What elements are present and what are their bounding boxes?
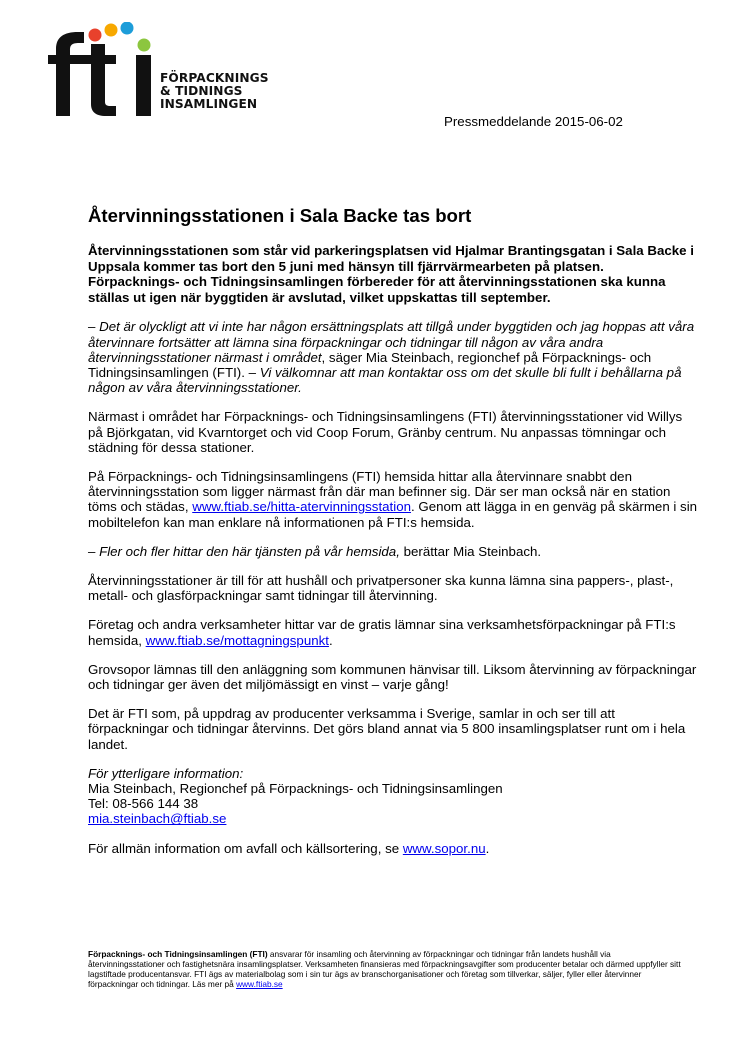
website-text-before: På Förpacknings- och Tidningsinsamlingens (FTI) hemsida hittar alla återvinnare snabbt den återvinningsstation som ligger närmast från där man befinner sig. Där ser man också när en station töms och städas, bbox=[88, 469, 671, 515]
website-text-after: . Genom att lägga in en genväg på skärmen i sin mobiltelefon kan man enklare nå informationen på FTI:s hemsida. bbox=[88, 499, 698, 530]
mottagningspunkt-link[interactable]: www.ftiab.se/mottagningspunkt bbox=[145, 632, 329, 648]
general-info-text: För allmän information om avfall och källsortering, se bbox=[88, 840, 403, 856]
quote-paragraph-1 bbox=[88, 319, 698, 395]
logo-dot-red bbox=[89, 29, 102, 42]
contact-name: Mia Steinbach, Regionchef på Förpacknings- och Tidningsinsamlingen bbox=[88, 781, 503, 797]
contact-block bbox=[88, 766, 698, 827]
logo-dot-orange bbox=[105, 24, 118, 37]
companies-text-before: Företag och andra verksamheter hittar var de gratis lämnar sina verksamhetsförpackningar på FTI:s hemsida, bbox=[88, 617, 676, 648]
companies-text-after: . bbox=[328, 632, 333, 648]
contact-heading: För ytterligare information: bbox=[88, 765, 244, 781]
logo-line-2: & TIDNINGS bbox=[160, 84, 243, 98]
logo-wordmark bbox=[160, 72, 269, 111]
footer-text: ansvarar för insamling och återvinning av förpackningar och tidningar från landets hushåll via återvinningsstationer och fastighetsnära insamlingsplatser. Verksamheten finansieras med förpackningsavgifter som producenter betalar och därmed uppfyller sitt lagstiftade producentansvar. FTI ägs av materialbolag som i sin tur ägs av branschorganisationer och företag som tillverkar, säljer, fyller eller återvinner förpackningar och tidningar. Läs mer på bbox=[88, 949, 681, 989]
logo-line-1: FÖRPACKNINGS bbox=[160, 71, 269, 85]
footer-boilerplate bbox=[88, 949, 688, 989]
article-title: Återvinningsstationen i Sala Backe tas bort bbox=[88, 205, 472, 226]
nearby-stations-paragraph: Närmast i området har Förpacknings- och Tidningsinsamlingens (FTI) återvinningsstationer vid Willys på Björkgatan, vid Kvarntorget och vid Coop Forum, Gränby centrum. Nu anpassas tömningar och städning för dessa stationer. bbox=[88, 409, 683, 455]
logo-dot-blue bbox=[121, 22, 134, 35]
press-release-date: Pressmeddelande 2015-06-02 bbox=[444, 114, 623, 129]
fti-paragraph: Det är FTI som, på uppdrag av producenter verksamma i Sverige, samlar in och ser till att förpackningar och tidningar återvinns. Det görs bland annat via 5 800 insamlingsplatser runt om i hela landet. bbox=[88, 706, 686, 752]
footer-org-name: Förpacknings- och Tidningsinsamlingen (FTI) bbox=[88, 949, 268, 959]
logo-line-3: INSAMLINGEN bbox=[160, 97, 258, 111]
website-paragraph bbox=[88, 469, 698, 530]
contact-email-link[interactable]: mia.steinbach@ftiab.se bbox=[88, 811, 227, 827]
quote-attribution: , säger Mia Steinbach, regionchef på Förpacknings- och Tidningsinsamlingen (FTI). bbox=[88, 349, 652, 380]
sopor-link[interactable]: www.sopor.nu bbox=[402, 840, 486, 856]
logo-dot-green bbox=[138, 39, 151, 52]
purpose-paragraph: Återvinningsstationer är till för att hushåll och privatpersoner ska kunna lämna sina pappers-, plast-, metall- och glasförpackningar samt tidningar till återvinning. bbox=[88, 573, 674, 604]
article-lead: Återvinningsstationen som står vid parkeringsplatsen vid Hjalmar Brantingsgatan i Sala Backe i Uppsala kommer tas bort den 5 juni med hänsyn till fjärrvärmearbeten på platsen. Förpacknings- och Tidningsinsamlingen förbereder för att återvinningsstationen ska kunna ställas ut igen när byggtiden är avslutad, vilket uppskattas till september. bbox=[88, 243, 694, 305]
general-info-paragraph bbox=[88, 841, 698, 856]
quote-italic-b: – Vi välkomnar att man kontaktar oss om det skulle bli fullt i behållarna på någon av våra återvinningsstationer. bbox=[88, 364, 682, 396]
article-body bbox=[88, 205, 698, 870]
contact-phone: Tel: 08-566 144 38 bbox=[88, 796, 199, 812]
quote-paragraph-2 bbox=[88, 544, 698, 559]
general-info-after: . bbox=[485, 840, 490, 856]
companies-paragraph bbox=[88, 617, 698, 647]
logo-letter-t bbox=[84, 44, 116, 116]
quote2-italic: – Fler och fler hittar den här tjänsten på vår hemsida, bbox=[88, 543, 400, 559]
quote-italic-a: – Det är olyckligt att vi inte har någon ersättningsplats att tillgå under byggtiden och jag hoppas att våra återvinnare fortsätter att lämna sina förpackningar och tidningar till någon av våra andra återvinningsstationer närmast i området bbox=[88, 319, 695, 365]
logo-letter-f bbox=[48, 32, 84, 116]
hitta-atervinningsstation-link[interactable]: www.ftiab.se/hitta-atervinningsstation bbox=[192, 499, 411, 515]
quote2-attribution: berättar Mia Steinbach. bbox=[399, 543, 542, 559]
logo-letter-i bbox=[136, 55, 151, 116]
bulky-waste-paragraph: Grovsopor lämnas till den anläggning som kommunen hänvisar till. Liksom återvinning av förpackningar och tidningar ger även det miljömässigt en vinst – varje gång! bbox=[88, 661, 697, 693]
footer-ftiab-link[interactable]: www.ftiab.se bbox=[236, 979, 283, 989]
fti-logo-mark bbox=[48, 22, 160, 122]
fti-logo bbox=[48, 22, 288, 122]
